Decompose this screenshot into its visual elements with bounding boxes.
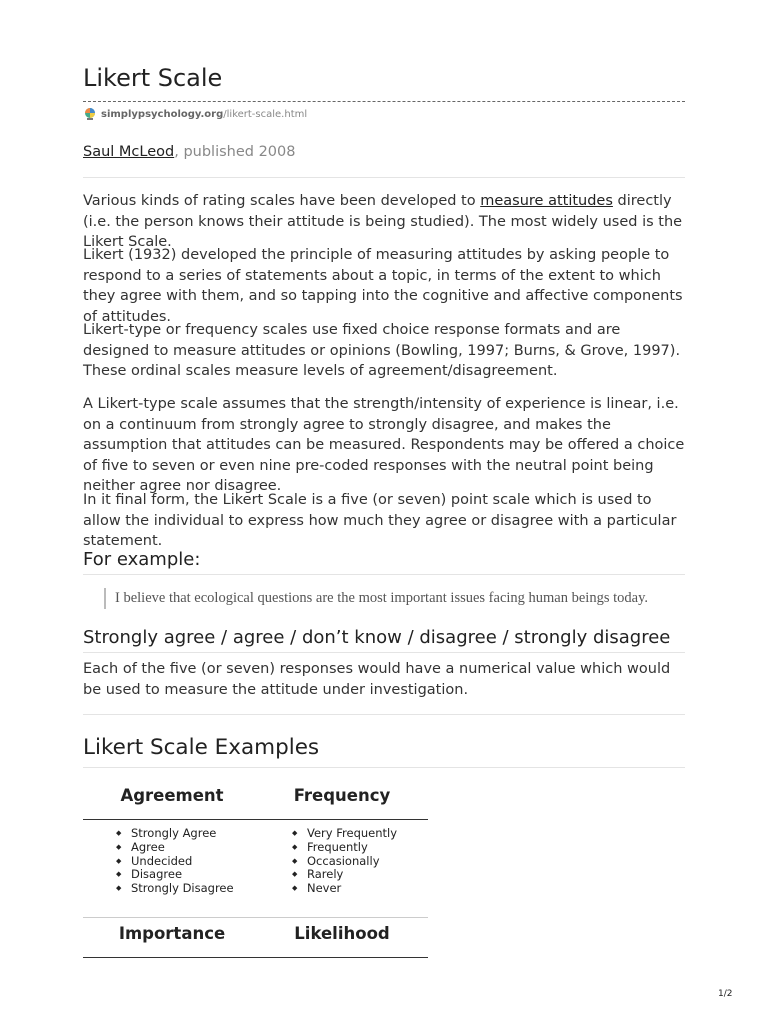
list-item: ◆ Agree bbox=[116, 841, 234, 855]
byline-divider bbox=[83, 177, 685, 178]
paragraph-1-text-a: Various kinds of rating scales have been developed to bbox=[83, 193, 481, 209]
source-link[interactable] bbox=[83, 107, 307, 121]
example-quote: I believe that ecological questions are the most important issues facing human beings today. bbox=[104, 588, 648, 609]
measure-attitudes-link[interactable]: measure attitudes bbox=[480, 193, 613, 209]
paragraph-2: Likert (1932) developed the principle of measuring attitudes by asking people to respond to a series of statements about a topic, in terms of the extent to which they agree with them, and so tapping into the cognitive and affective components of attitudes. bbox=[83, 247, 683, 325]
scale-heading: Strongly agree / agree / don’t know / disagree / strongly disagree bbox=[83, 627, 671, 648]
list-item: ◆ Very Frequently bbox=[292, 827, 397, 841]
published-date: , published 2008 bbox=[174, 144, 296, 160]
table-row-rule bbox=[83, 917, 428, 918]
scale-divider bbox=[83, 652, 685, 653]
list-item: ◆ Strongly Agree bbox=[116, 827, 234, 841]
table-bottom-rule bbox=[83, 957, 428, 958]
site-favicon-icon bbox=[83, 107, 97, 121]
agreement-list bbox=[116, 827, 234, 896]
page-number: 1/2 bbox=[718, 989, 733, 999]
paragraph-5: In it final form, the Likert Scale is a five (or seven) point scale which is used to allow the individual to express how much they agree or disagree with a particular statement. bbox=[83, 492, 677, 550]
table-header-rule bbox=[83, 819, 428, 820]
section-divider bbox=[83, 714, 685, 715]
list-item: ◆ Strongly Disagree bbox=[116, 882, 234, 896]
paragraph-6: Each of the five (or seven) responses would have a numerical value which would be used to measure the attitude under investigation. bbox=[83, 661, 671, 698]
byline bbox=[83, 144, 296, 160]
list-item: ◆ Frequently bbox=[292, 841, 397, 855]
list-item: ◆ Never bbox=[292, 882, 397, 896]
frequency-list bbox=[292, 827, 397, 896]
list-item: ◆ Undecided bbox=[116, 855, 234, 869]
source-domain: simplypsychology.org bbox=[101, 108, 224, 120]
paragraph-4: A Likert-type scale assumes that the strength/intensity of experience is linear, i.e. on a continuum from strongly agree to strongly disagree, and makes the assumption that attitudes can be measured. Respondents may be offered a choice of five to seven or even nine pre-coded responses with the neutral point being neither agree nor disagree. bbox=[83, 396, 685, 495]
likelihood-header: Likelihood bbox=[294, 924, 390, 943]
paragraph-3: Likert-type or frequency scales use fixed choice response formats and are designed to measure attitudes or opinions (Bowling, 1997; Burns, & Grove, 1997). These ordinal scales measure levels of agreement/disagreement. bbox=[83, 322, 681, 380]
list-item: ◆ Disagree bbox=[116, 868, 234, 882]
author-link[interactable]: Saul McLeod bbox=[83, 144, 175, 160]
examples-heading-divider bbox=[83, 767, 685, 768]
list-item: ◆ Occasionally bbox=[292, 855, 397, 869]
examples-heading: Likert Scale Examples bbox=[83, 735, 320, 760]
paragraph-1-text-b: directly (i.e. the person knows their attitude is being studied). The most widely used is the Likert Scale. bbox=[83, 193, 683, 251]
source-path: /likert-scale.html bbox=[223, 108, 308, 120]
page-title: Likert Scale bbox=[83, 64, 223, 92]
for-example-heading: For example: bbox=[83, 549, 201, 570]
agreement-header: Agreement bbox=[120, 786, 224, 805]
paragraph-1 bbox=[83, 191, 685, 253]
frequency-header: Frequency bbox=[293, 786, 391, 805]
title-divider bbox=[83, 101, 685, 102]
example-divider bbox=[83, 574, 685, 575]
importance-header: Importance bbox=[118, 924, 226, 943]
list-item: ◆ Rarely bbox=[292, 868, 397, 882]
